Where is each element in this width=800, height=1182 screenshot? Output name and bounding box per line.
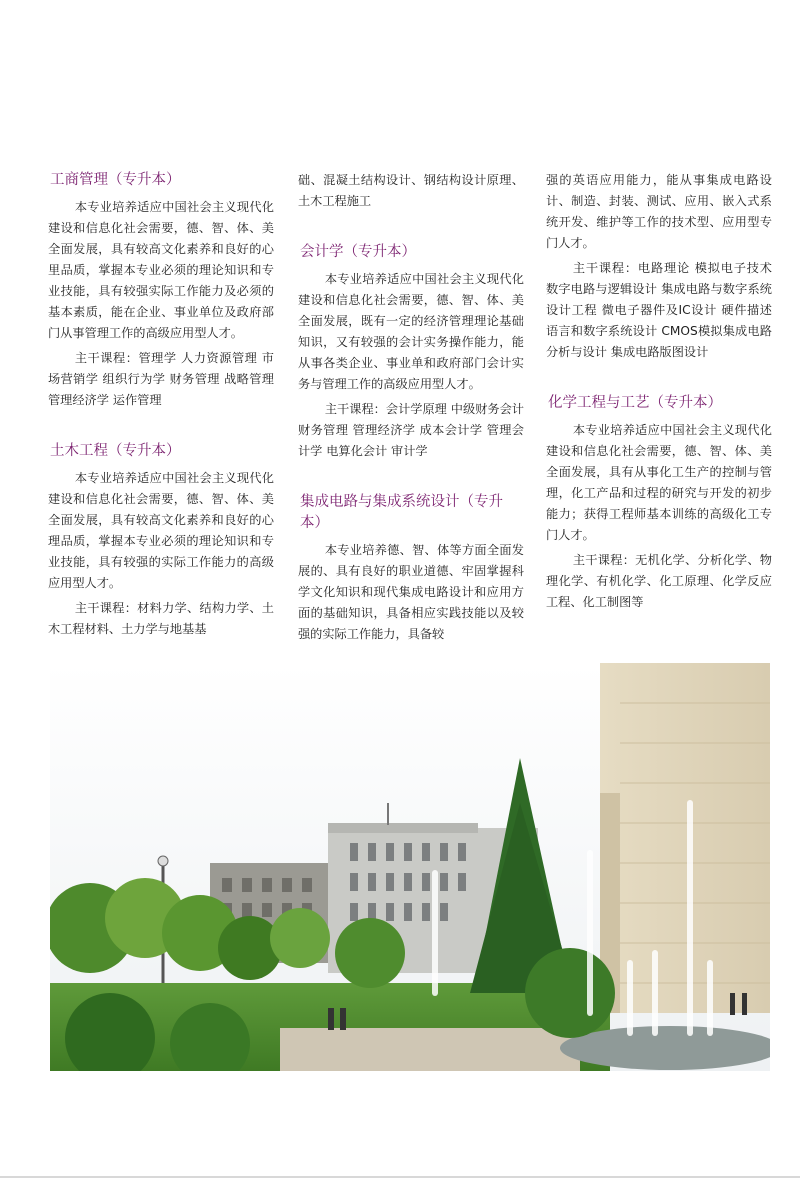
section-intro: 本专业培养德、智、体等方面全面发展的、具有良好的职业道德、牢固掌握科学文化知识和现代集成电路设计和应用方面的基础知识，具备相应实践技能以及较强的实际工作能力，具备较: [298, 543, 524, 641]
bottom-rule: [0, 1176, 800, 1178]
column-1: [48, 170, 274, 670]
section-courses: 主干课程：电路理论 模拟电子技术 数字电路与逻辑设计 集成电路与数字系统设计工程 微电子器件及IC设计 硬件描述语言和数字系统设计 CMOS模拟集成电路分析与设计 集成电路版图设计: [546, 261, 772, 359]
section-chemical-engineering: [546, 393, 772, 613]
section-courses: 主干课程：管理学 人力资源管理 市场营销学 组织行为学 财务管理 战略管理 管理经济学 运作管理: [48, 351, 274, 407]
campus-photo: [50, 663, 770, 1071]
section-courses: 主干课程：无机化学、分析化学、物理化学、有机化学、化工原理、化学反应工程、化工制图等: [546, 553, 772, 609]
column-3: [546, 170, 772, 643]
section-title: 会计学（专升本）: [300, 244, 416, 260]
section-intro: 本专业培养适应中国社会主义现代化建设和信息化社会需要，德、智、体、美全面发展，具有从事化工生产的控制与管理，化工产品和过程的研究与开发的初步能力；获得工程师基本训练的高级化工专门人才。: [546, 423, 772, 542]
building-right: [600, 663, 770, 1013]
section-title: 工商管理（专升本）: [50, 172, 181, 188]
section-intro: 本专业培养适应中国社会主义现代化建设和信息化社会需要，德、智、体、美全面发展，具有较高文化素养和良好的心里品质，掌握本专业必须的理论知识和专业技能，具有较强实际工作能力及必须的基本素质，能在企业、事业单位及政府部门从事管理工作的高级应用型人才。: [48, 200, 274, 340]
continued-text: 强的英语应用能力，能从事集成电路设计、制造、封装、测试、应用、嵌入式系统开发、维护等工作的技术型、应用型专门人才。: [546, 173, 772, 250]
section-business-admin: [48, 170, 274, 411]
continued-text: 础、混凝土结构设计、钢结构设计原理、土木工程施工: [298, 173, 524, 208]
section-courses: 主干课程：会计学原理 中级财务会计 财务管理 管理经济学 成本会计学 管理会计学 电算化会计 审计学: [298, 402, 524, 458]
campus-scene: [50, 663, 770, 1071]
section-title: 集成电路与集成系统设计（专升本）: [300, 494, 503, 531]
section-intro: 本专业培养适应中国社会主义现代化建设和信息化社会需要，德、智、体、美全面发展，具有较高文化素养和良好的心理品质，掌握本专业必须的理论知识和专业技能，具有较强的实际工作能力的高级应用型人才。: [48, 471, 274, 590]
fountain-pool: [560, 1026, 770, 1070]
plaza: [280, 1028, 580, 1071]
section-intro: 本专业培养适应中国社会主义现代化建设和信息化社会需要，德、智、体、美全面发展，既有一定的经济管理理论基础知识，又有较强的会计实务操作能力，能从事各类企业、事业单和政府部门会计实务与管理工作的高级应用型人才。: [298, 272, 524, 391]
column-2: [298, 170, 524, 675]
section-title: 化学工程与工艺（专升本）: [548, 395, 722, 411]
section-courses: 主干课程：材料力学、结构力学、土木工程材料、土力学与地基基: [48, 601, 274, 636]
section-accounting: [298, 242, 524, 462]
section-civil-engineering: [48, 441, 274, 640]
section-title: 土木工程（专升本）: [50, 443, 181, 459]
section-ic-design: [298, 492, 524, 645]
